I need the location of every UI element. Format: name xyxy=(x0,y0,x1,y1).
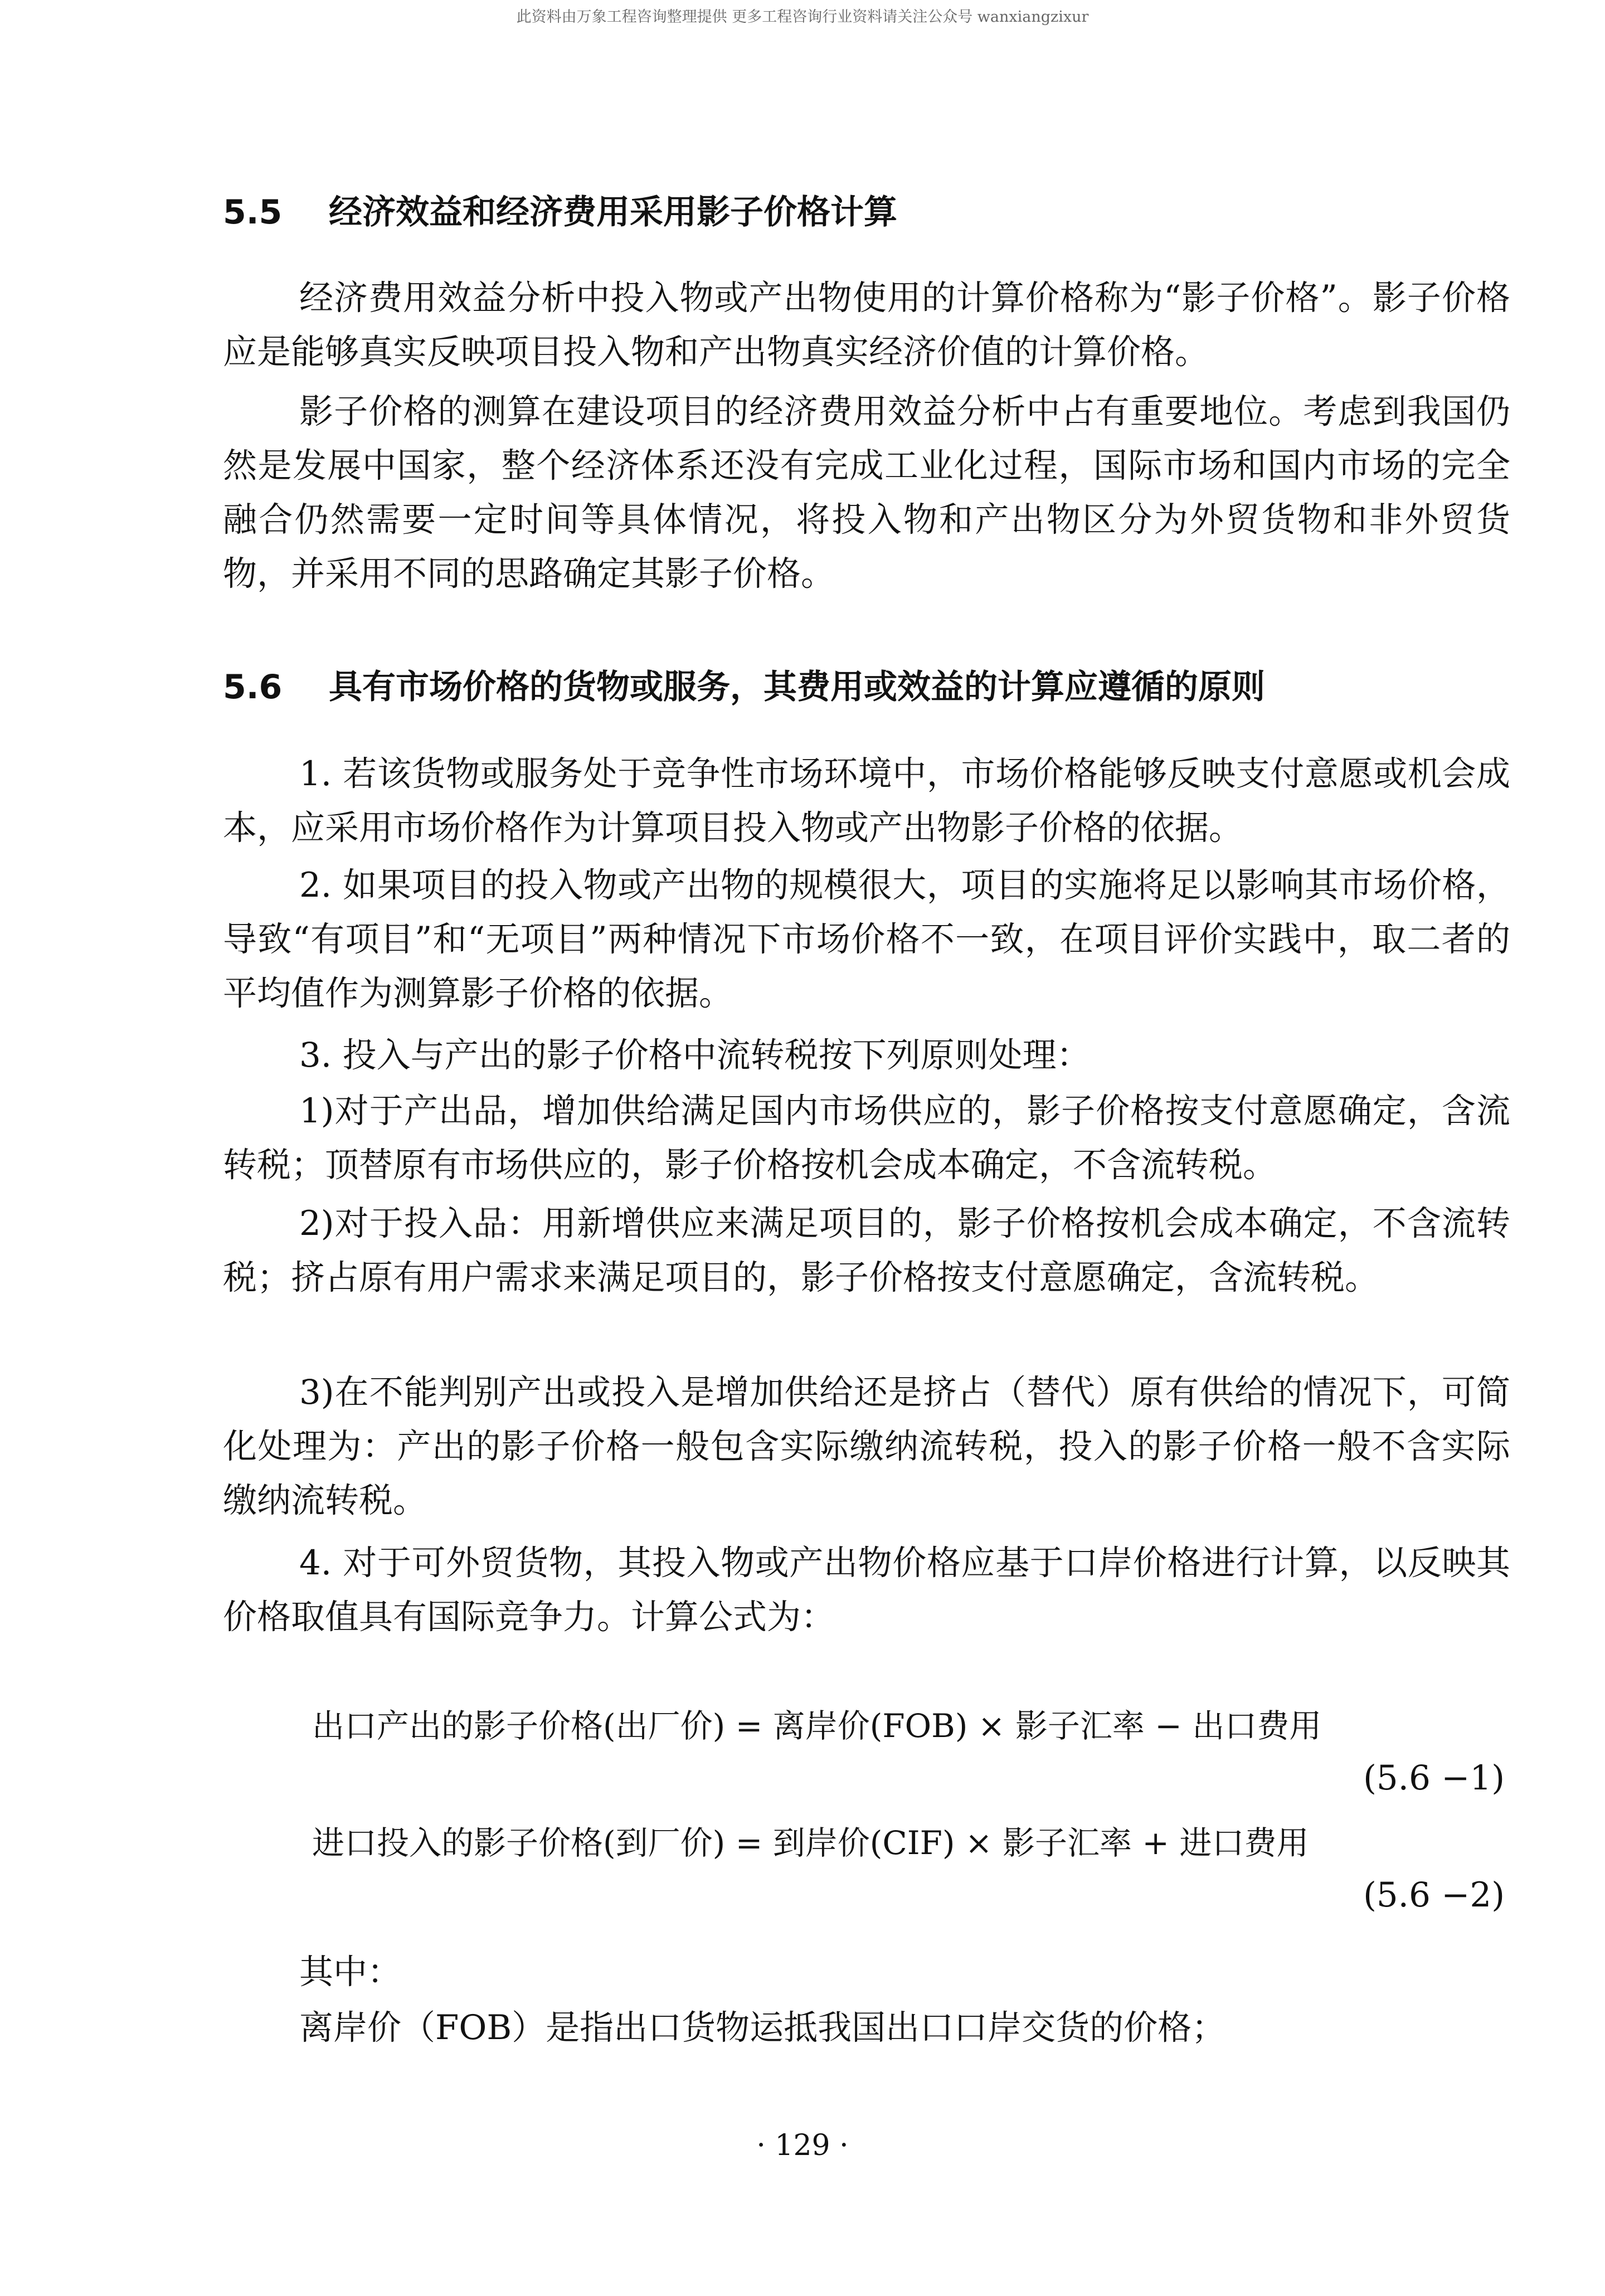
formula-export: 出口产出的影子价格(出厂价) = 离岸价(FOB) × 影子汇率 − 出口费用 xyxy=(312,1707,1322,1745)
list-item: 3. 投入与产出的影子价格中流转税按下列原则处理： xyxy=(299,1035,1091,1075)
section-number: 5.6 xyxy=(223,668,283,707)
list-item: 1. 若该货物或服务处于竞争性市场环境中，市场价格能够反映支付意愿或机会成本，应采用市场价格作为计算项目投入物或产出物影子价格的依据。 xyxy=(223,754,1510,848)
page-number: · 129 · xyxy=(756,2129,849,2162)
section-5-5-heading xyxy=(223,186,897,234)
list-item: 2)对于投入品：用新增供应来满足项目的，影子价格按机会成本确定，不含流转税；挤占原有用户需求来满足项目的，影子价格按支付意愿确定，含流转税。 xyxy=(223,1204,1510,1297)
equation-number: (5.6 −1) xyxy=(1363,1758,1505,1798)
paragraph-fob-definition: 离岸价（FOB）是指出口货物运抵我国出口口岸交货的价格； xyxy=(299,2008,1226,2047)
paragraph-where: 其中： xyxy=(299,1952,402,1992)
section-title: 经济效益和经济费用采用影子价格计算 xyxy=(329,193,897,232)
watermark-text: 此资料由万象工程咨询整理提供 更多工程咨询行业资料请关注公众号 wanxiangzixur xyxy=(516,8,1089,26)
list-item: 3)在不能判别产出或投入是增加供给还是挤占（替代）原有供给的情况下，可简化处理为：产出的影子价格一般包含实际缴纳流转税，投入的影子价格一般不含实际缴纳流转税。 xyxy=(223,1373,1510,1520)
list-item: 4. 对于可外贸货物，其投入物或产出物价格应基于口岸价格进行计算，以反映其价格取值具有国际竞争力。计算公式为： xyxy=(223,1543,1510,1637)
section-5-6-heading xyxy=(223,660,1265,708)
section-number: 5.5 xyxy=(223,193,283,232)
section-title: 具有市场价格的货物或服务，其费用或效益的计算应遵循的原则 xyxy=(329,668,1265,707)
paragraph: 经济费用效益分析中投入物或产出物使用的计算价格称为“影子价格”。影子价格应是能够真实反映项目投入物和产出物真实经济价值的计算价格。 xyxy=(223,278,1510,372)
equation-number: (5.6 −2) xyxy=(1363,1875,1505,1915)
paragraph: 影子价格的测算在建设项目的经济费用效益分析中占有重要地位。考虑到我国仍然是发展中国家，整个经济体系还没有完成工业化过程，国际市场和国内市场的完全融合仍然需要一定时间等具体情况，将投入物和产出物区分为外贸货物和非外贸货物，并采用不同的思路确定其影子价格。 xyxy=(223,392,1510,594)
formula-import: 进口投入的影子价格(到厂价) = 到岸价(CIF) × 影子汇率 + 进口费用 xyxy=(312,1824,1309,1862)
list-item: 2. 如果项目的投入物或产出物的规模很大，项目的实施将足以影响其市场价格，导致“有项目”和“无项目”两种情况下市场价格不一致，在项目评价实践中，取二者的平均值作为测算影子价格的依据。 xyxy=(223,865,1510,1013)
list-item: 1)对于产出品，增加供给满足国内市场供应的，影子价格按支付意愿确定，含流转税；顶替原有市场供应的，影子价格按机会成本确定，不含流转税。 xyxy=(223,1091,1510,1185)
